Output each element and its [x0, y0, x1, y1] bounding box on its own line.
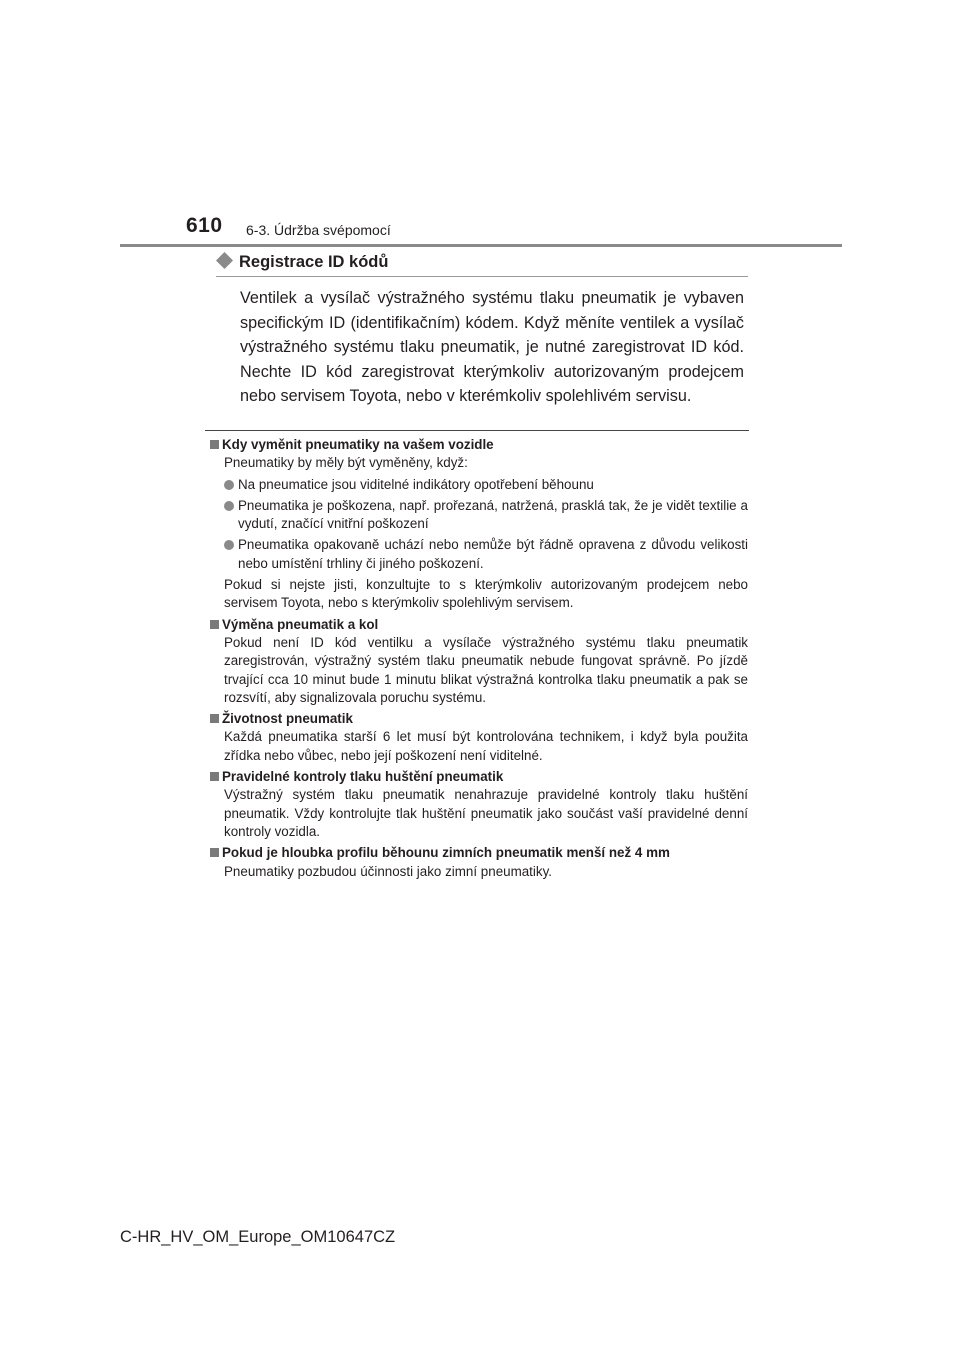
section-divider	[205, 430, 749, 431]
square-icon	[210, 772, 219, 781]
bullet-item	[224, 497, 748, 534]
bullet-text: Na pneumatice jsou viditelné indikátory opotřebení běhounu	[238, 476, 594, 492]
subsection-divider	[216, 276, 748, 277]
note-when-to-replace	[210, 436, 748, 613]
note-text: Každá pneumatika starší 6 let musí být kontrolována technikem, i když byla použita zřídka nebo vůbec, nebo její poškození není viditelné.	[224, 729, 748, 763]
section-title: 6-3. Údržba svépomocí	[246, 222, 391, 238]
note-tire-lifespan	[210, 710, 748, 765]
circle-bullet-icon	[224, 501, 234, 511]
note-heading	[210, 844, 748, 862]
diamond-icon	[216, 252, 233, 269]
bullet-text: Pneumatika je poškozena, např. prořezaná, natržená, prasklá tak, že je vidět textilie a vydutí, značící vnitřní poškození	[238, 497, 748, 532]
note-text: Pneumatiky pozbudou účinnosti jako zimní pneumatiky.	[224, 863, 552, 879]
square-icon	[210, 440, 219, 449]
note-heading	[210, 616, 748, 634]
note-heading-text: Pravidelné kontroly tlaku huštění pneumatik	[222, 769, 504, 785]
note-winter-tread-depth	[210, 844, 748, 881]
notes-section	[210, 436, 748, 884]
note-intro: Pneumatiky by měly být vyměněny, když:	[224, 455, 468, 471]
note-heading	[210, 436, 748, 454]
page-number: 610	[186, 214, 223, 237]
note-heading-text: Pokud je hloubka profilu běhounu zimních pneumatik menší než 4 mm	[222, 845, 670, 861]
note-heading	[210, 768, 748, 786]
note-pressure-checks	[210, 768, 748, 841]
note-text: Pokud není ID kód ventilku a vysílače výstražného systému tlaku pneumatik zaregistrován, výstražný systém tlaku pneumatik nebude fungovat správně. Po jízdě trvající cca 10 minut bude 1 minutu blikat výstražná kontrolka tlaku pneumatik a pak se rozsvítí, aby signalizovala poruchu systému.	[224, 634, 748, 705]
note-tire-and-wheel-replacement	[210, 616, 748, 707]
square-icon	[210, 620, 219, 629]
note-heading	[210, 710, 748, 728]
subsection-heading	[216, 252, 388, 272]
note-heading-text: Životnost pneumatik	[222, 711, 353, 727]
note-heading-text: Kdy vyměnit pneumatiky na vašem vozidle	[222, 437, 494, 452]
circle-bullet-icon	[224, 480, 234, 490]
circle-bullet-icon	[224, 540, 234, 550]
document-id: C-HR_HV_OM_Europe_OM10647CZ	[120, 1228, 396, 1246]
bullet-text: Pneumatika opakovaně uchází nebo nemůže být řádně opravena z důvodu velikosti nebo umístění trhliny či jiného poškození.	[238, 537, 748, 571]
subsection-title-text: Registrace ID kódů	[239, 253, 389, 271]
square-icon	[210, 848, 219, 857]
note-text: Výstražný systém tlaku pneumatik nenahrazuje pravidelné kontroly tlaku huštění pneumatik. Vždy kontrolujte tlak huštění pneumatik jako součást vaší pravidelné denní kontroly vozidla.	[224, 787, 748, 839]
bullet-item	[224, 476, 748, 494]
header-divider	[120, 244, 842, 247]
note-outro: Pokud si nejste jisti, konzultujte to s kterýmkoliv autorizovaným prodejcem nebo servisem Toyota, nebo s kterýmkoliv spolehlivým servisem.	[224, 577, 748, 611]
note-heading-text: Výměna pneumatik a kol	[222, 616, 379, 632]
square-icon	[210, 714, 219, 723]
bullet-item	[224, 536, 748, 573]
subsection-body: Ventilek a vysílač výstražného systému tlaku pneumatik je vybaven specifickým ID (identifikačním) kódem. Když měníte ventilek a vysílač výstražného systému tlaku pneumatik, je nutné zaregistrovat ID kód. Nechte ID kód zaregistrovat kterýmkoliv autorizovaným prodejcem nebo servisem Toyota, nebo v kterémkoliv spolehlivém servisu.	[240, 289, 744, 406]
